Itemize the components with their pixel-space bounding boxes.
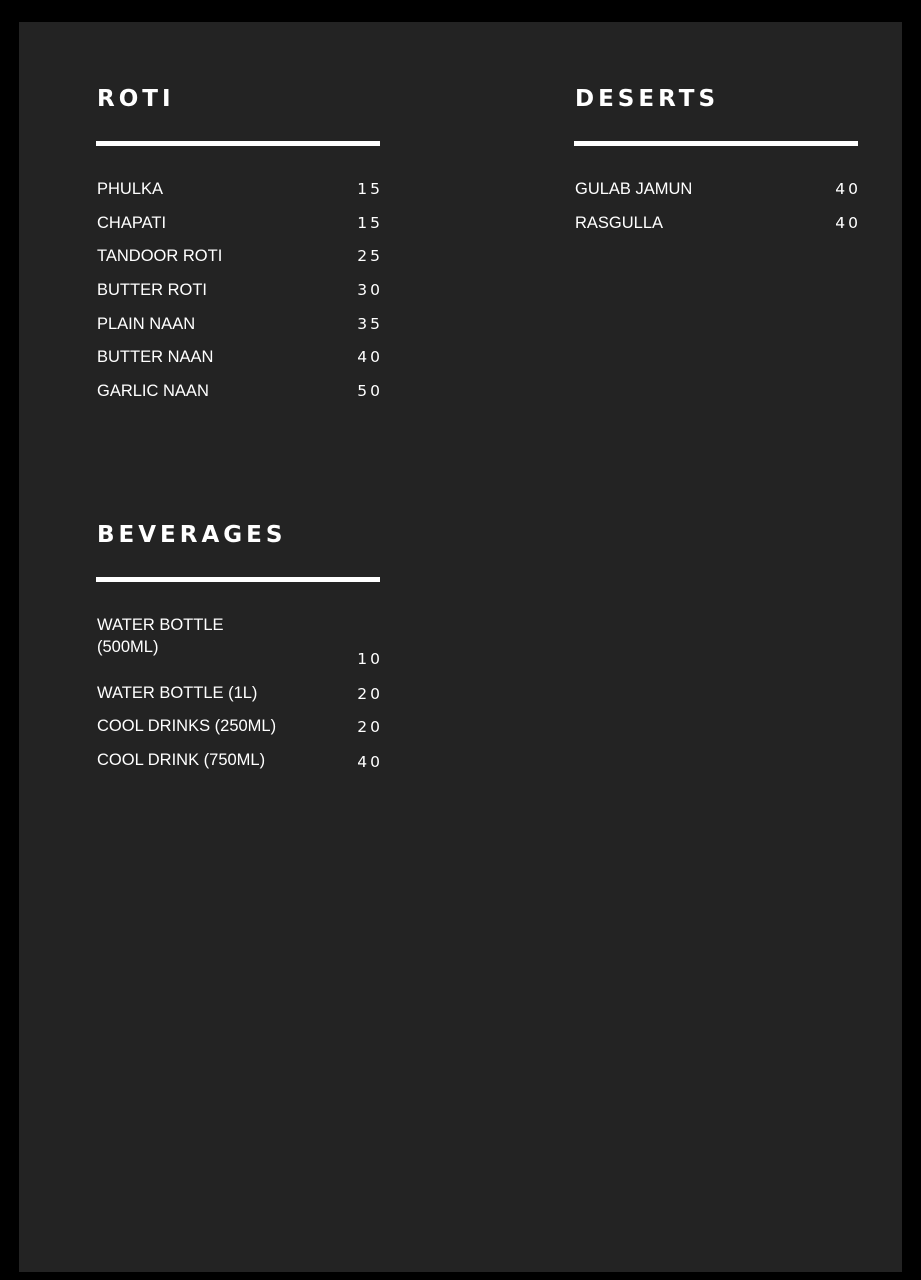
item-name: COOL DRINKS (250ML) [97, 717, 277, 736]
beverages-items [96, 614, 383, 783]
item-price: 40 [835, 180, 861, 198]
item-name: WATER BOTTLE (500ML) [97, 616, 224, 656]
roti-items [96, 178, 383, 414]
beverages-title: BEVERAGES [97, 522, 287, 548]
item-price: 10 [357, 650, 383, 668]
item-name: PHULKA [97, 180, 164, 198]
menu-item [96, 212, 383, 246]
item-price: 50 [357, 382, 383, 401]
menu-item [96, 245, 383, 279]
deserts-title: DESERTS [575, 86, 720, 112]
roti-divider [96, 141, 380, 146]
item-price: 35 [357, 314, 383, 333]
item-name: GULAB JAMUN [575, 180, 693, 198]
item-price: 20 [357, 684, 383, 703]
item-name: CHAPATI [97, 213, 167, 232]
item-price: 20 [357, 718, 383, 737]
menu-item [96, 749, 383, 783]
menu-item [96, 313, 383, 347]
item-name: RASGULLA [575, 213, 664, 232]
menu-item [96, 715, 383, 749]
item-price: 40 [357, 752, 383, 771]
item-name: BUTTER NAAN [97, 348, 214, 367]
item-price: 40 [357, 348, 383, 367]
roti-title: ROTI [97, 86, 175, 112]
item-name: WATER BOTTLE (1L) [97, 683, 258, 702]
item-price: 25 [357, 247, 383, 266]
item-name: PLAIN NAAN [97, 314, 196, 333]
item-price: 30 [357, 281, 383, 300]
item-name: COOL DRINK (750ML) [97, 750, 266, 769]
menu-item [96, 346, 383, 380]
menu-page [19, 22, 902, 1272]
item-price: 40 [835, 213, 861, 232]
item-price: 15 [357, 180, 383, 198]
deserts-divider [574, 141, 858, 146]
menu-item [96, 279, 383, 313]
menu-item [574, 178, 861, 212]
item-name: TANDOOR ROTI [97, 247, 223, 266]
deserts-items [574, 178, 861, 245]
item-name: GARLIC NAAN [97, 382, 209, 401]
beverages-divider [96, 577, 380, 582]
item-name: BUTTER ROTI [97, 281, 207, 300]
menu-item [574, 212, 861, 246]
menu-item [96, 614, 383, 682]
item-price: 15 [357, 213, 383, 232]
menu-item [96, 178, 383, 212]
menu-item [96, 682, 383, 716]
menu-item [96, 380, 383, 414]
